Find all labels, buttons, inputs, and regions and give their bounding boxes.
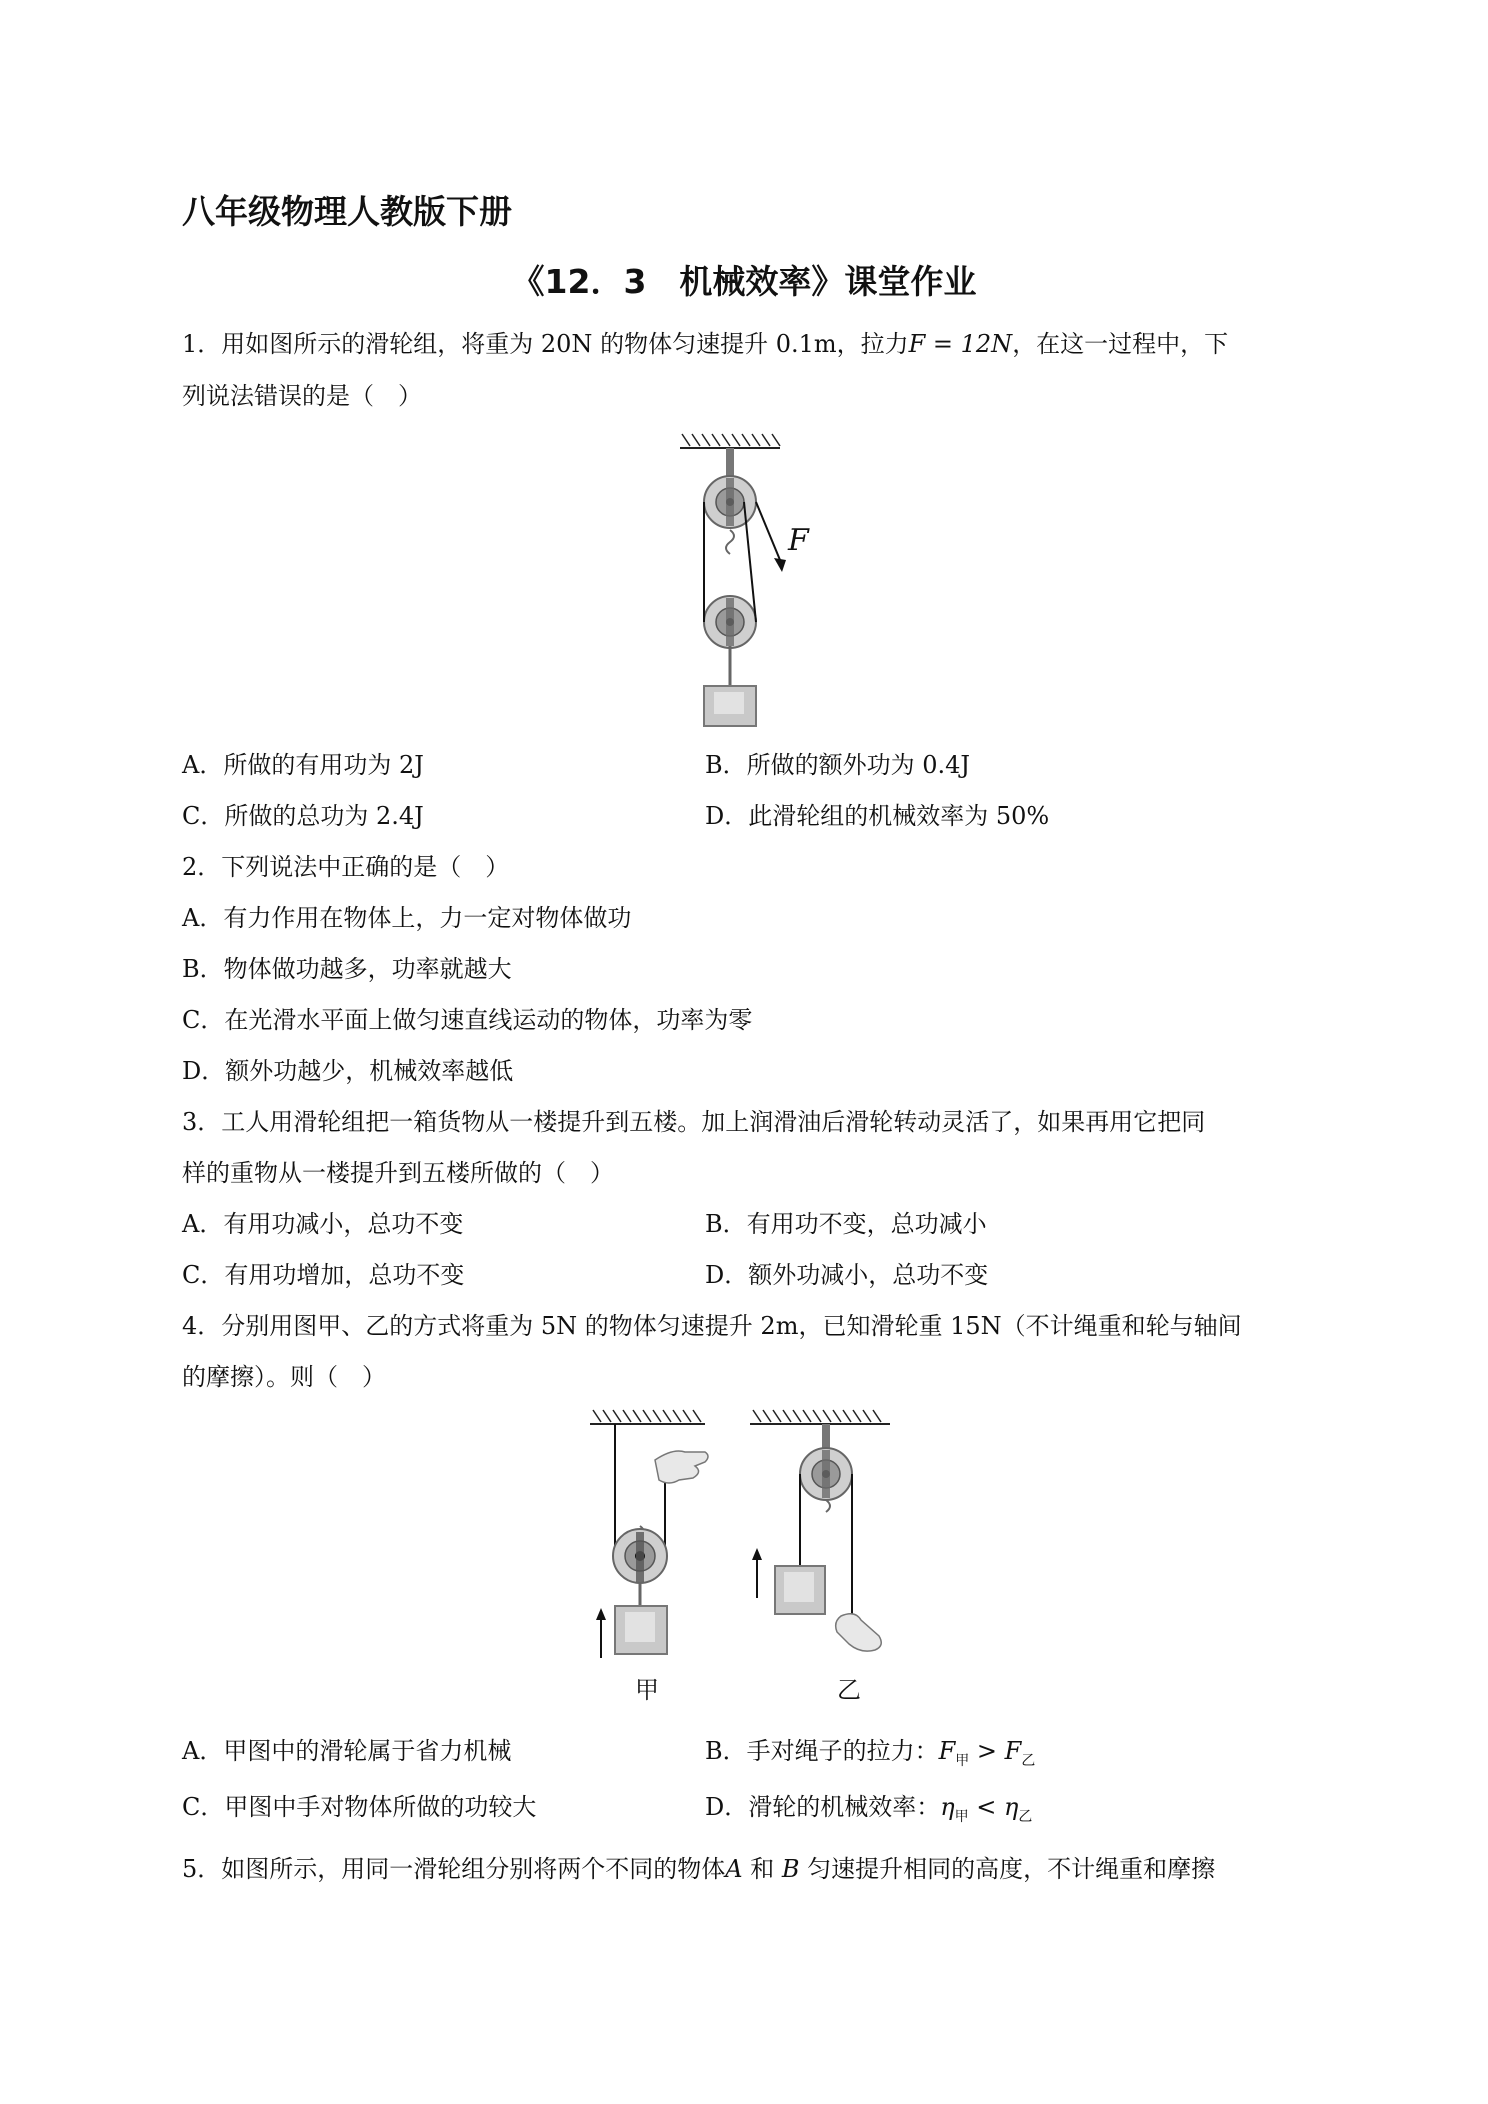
q4-option-d-sub2: 乙	[1018, 1808, 1033, 1825]
q1-pulley-figure	[670, 430, 830, 730]
q1-force-expression: F = 12N	[908, 330, 1013, 358]
q4-option-d-eta1: η	[940, 1793, 955, 1821]
q4-option-b-f1: F	[938, 1737, 956, 1765]
q5-stem-a: 5．如图所示，用同一滑轮组分别将两个不同的物体	[182, 1855, 726, 1883]
q3-option-b: B．有用功不变，总功减小	[705, 1210, 987, 1238]
q4-option-d-eta2: η	[1004, 1793, 1019, 1821]
document-subtitle: 八年级物理人教版下册	[182, 192, 512, 231]
q5-stem-b: 匀速提升相同的高度，不计绳重和摩擦	[799, 1855, 1216, 1883]
q1-stem-a: 1．用如图所示的滑轮组，将重为 20N 的物体匀速提升 0.1m，拉力	[182, 330, 909, 358]
q2-option-c: C．在光滑水平面上做匀速直线运动的物体，功率为零	[182, 1006, 753, 1034]
q1-option-c: C．所做的总功为 2.4J	[182, 802, 424, 830]
q4-option-d-text: D．滑轮的机械效率：	[705, 1793, 941, 1821]
q4-option-b-sub2: 乙	[1021, 1752, 1036, 1769]
q3-option-c: C．有用功增加，总功不变	[182, 1261, 465, 1289]
q2-option-a: A．有力作用在物体上，力一定对物体做功	[182, 904, 632, 932]
q3-option-a: A．有用功减小，总功不变	[182, 1210, 464, 1238]
q4-caption-right: 乙	[837, 1676, 861, 1704]
q3-stem-line2: 样的重物从一楼提升到五楼所做的（ ）	[182, 1159, 614, 1187]
q1-option-d: D．此滑轮组的机械效率为 50%	[705, 802, 1050, 830]
q4-stem-line2: 的摩擦）。则（ ）	[182, 1363, 386, 1391]
q4-caption-left: 甲	[635, 1676, 659, 1704]
q4-option-a: A．甲图中的滑轮属于省力机械	[182, 1737, 512, 1765]
q1-stem-line1	[182, 327, 1228, 361]
q4-option-b-sub1: 甲	[955, 1752, 970, 1769]
q5-stem-line1	[182, 1852, 1215, 1886]
document-title: 《12．3 机械效率》课堂作业	[511, 262, 977, 301]
q1-option-b: B．所做的额外功为 0.4J	[705, 751, 971, 779]
q4-option-d-relation: <	[968, 1793, 1005, 1821]
q2-option-d: D．额外功越少，机械效率越低	[182, 1057, 514, 1085]
q4-pulley-figure	[585, 1408, 905, 1706]
q5-and: 和	[742, 1855, 782, 1883]
q4-option-b-f2: F	[1004, 1737, 1022, 1765]
q1-option-a: A．所做的有用功为 2J	[182, 751, 424, 779]
q1-stem-b: ，在这一过程中，下	[1012, 330, 1229, 358]
q3-option-d: D．额外功减小，总功不变	[705, 1261, 989, 1289]
q1-force-label: F	[788, 523, 809, 558]
q5-object-a: A	[725, 1855, 743, 1883]
q4-option-b-text: B．手对绳子的拉力：	[705, 1737, 939, 1765]
q4-option-b	[705, 1734, 1035, 1778]
q2-option-b: B．物体做功越多，功率就越大	[182, 955, 512, 983]
q1-stem-line2: 列说法错误的是（ ）	[182, 382, 422, 410]
q4-option-c: C．甲图中手对物体所做的功较大	[182, 1793, 537, 1821]
q4-option-d	[705, 1790, 1032, 1834]
q3-stem-line1: 3．工人用滑轮组把一箱货物从一楼提升到五楼。加上润滑油后滑轮转动灵活了，如果再用它把同	[182, 1108, 1206, 1136]
q5-object-b: B	[781, 1855, 800, 1883]
q4-stem-line1: 4．分别用图甲、乙的方式将重为 5N 的物体匀速提升 2m，已知滑轮重 15N（不计绳重和轮与轴间	[182, 1312, 1242, 1340]
q4-option-b-relation: >	[969, 1737, 1005, 1765]
q2-stem: 2．下列说法中正确的是（ ）	[182, 853, 510, 881]
q4-option-d-sub1: 甲	[954, 1808, 969, 1825]
